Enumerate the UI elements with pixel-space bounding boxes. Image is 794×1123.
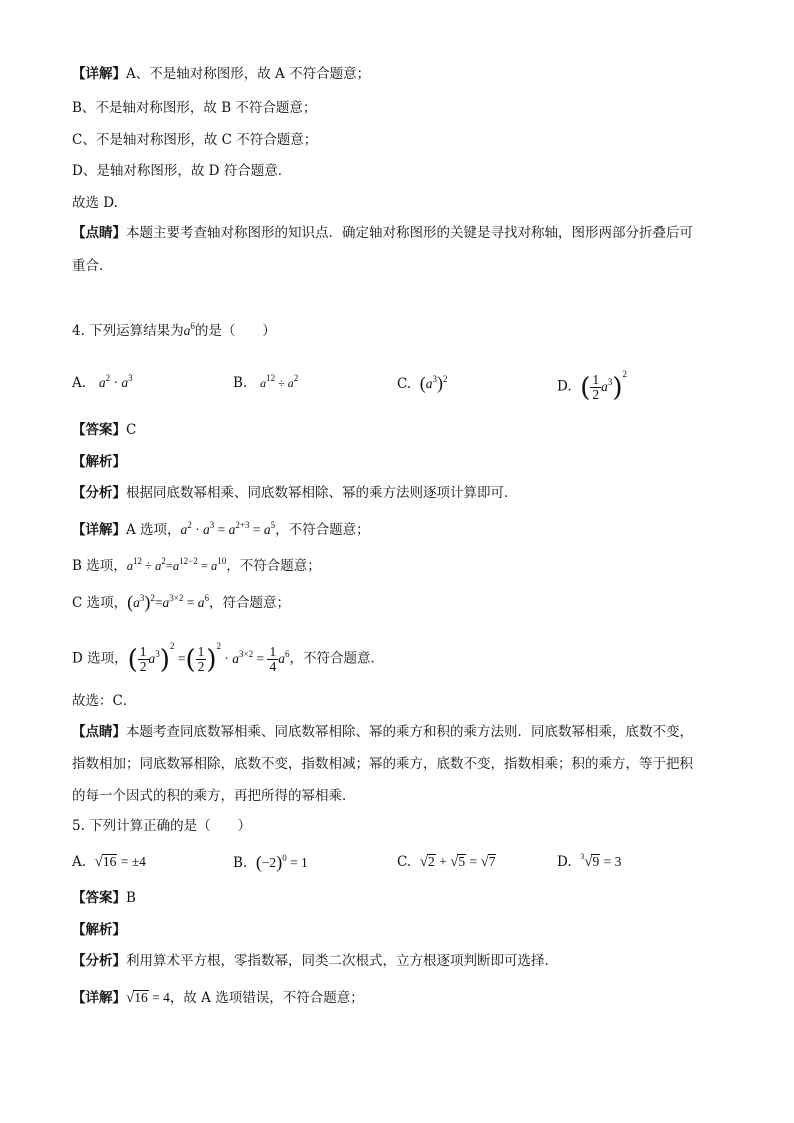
text: A 选项， [126,522,181,538]
q3-detail-c: C、不是轴对称图形，故 C 不符合题意； [72,132,318,148]
q4-answer [72,420,136,440]
q3-detail-d: D、是轴对称图形，故 D 符合题意． [72,163,292,179]
answer-value: C [126,422,137,438]
math-a6: $a^6$ [183,321,195,338]
math: $a^2 \cdot a^3 = a^{2+3} = a^5$ [180,520,276,537]
q3-comment-1 [72,223,693,243]
analysis-tag: 【解析】 [72,922,126,938]
analyze-tag: 【分析】 [72,953,126,969]
option-math: $(a^3)^2$ [419,373,448,393]
q4-detail-c [72,592,290,613]
comment-tag: 【点睛】 [72,724,126,740]
q3-comment-2: 重合． [72,258,113,274]
stem-prefix: 4. 下列运算结果为 [72,323,184,339]
q5-option-b [233,852,308,873]
q4-comment-1 [72,722,693,742]
option-label: B. [233,375,248,391]
q4-choice: 故选：C． [72,693,137,709]
q4-stem [72,321,276,341]
answer-value: B [126,890,136,906]
text: ，故 A 选项错误，不符合题意； [169,990,364,1006]
detail-tag: 【详解】 [72,66,126,82]
q4-option-d [557,368,628,403]
answer-tag: 【答案】 [72,890,126,906]
q4-detail-a [72,520,370,540]
q4-detail-d [72,640,384,675]
math: √16 = 4 [126,990,170,1006]
q5-analyze [72,951,558,971]
math: $(a^3)^2=a^{3\times 2} = a^6$ [127,592,209,612]
q3-choice: 故选 D. [72,195,118,211]
option-label: A. [72,375,87,391]
text: B 选项， [72,558,127,574]
q4-comment-2: 指数相加；同底数幂相除，底数不变，指数相减；幂的乘方，底数不变，指数相乘；积的乘方，等于把积 [72,756,693,772]
q5-answer [72,888,136,908]
detail-tag: 【详解】 [72,990,126,1006]
option-math: $a^{12} \div a^2$ [260,373,299,390]
option-math: √2 + √5 = √7 [419,854,496,870]
q3-detail-b: B、不是轴对称图形，故 B 不符合题意； [72,100,317,116]
analysis-tag: 【解析】 [72,454,126,470]
math: ( $\frac{1}{2}$ $a^3)^2$ =( $\frac{1}{2}$ )$^2 \cdot a^{3\times 2}$ = $\frac{1}{4}$ $a^6$ [127,640,290,675]
text: 利用算术平方根，零指数幂，同类二次根式，立方根逐项判断即可选择． [126,953,558,969]
math: $a^{12} \div a^2=a^{12-2} = a^{10}$ [126,556,227,573]
q5-stem: 5. 下列计算正确的是（ ） [72,818,252,834]
q5-option-a [72,852,146,872]
q3-detail-a [72,64,370,84]
analyze-tag: 【分析】 [72,485,126,501]
option-label: C. [397,376,412,392]
comment-tag: 【点睛】 [72,225,126,241]
q4-analysis [72,452,126,472]
q4-option-a [72,373,133,393]
q4-option-c [397,373,447,394]
text: A、不是轴对称图形，故 A 不符合题意； [126,66,371,82]
detail-tag: 【详解】 [72,522,126,538]
option-math: √16 = ±4 [94,854,146,870]
text: D 选项， [72,650,128,667]
answer-tag: 【答案】 [72,422,126,438]
stem-suffix: 的是（ ） [194,323,276,339]
text: ，不符合题意； [226,558,321,574]
q4-analyze [72,483,518,503]
option-math: $a^2 \cdot a^3$ [98,373,133,390]
option-label: A. [72,854,87,870]
text: 本题主要考查轴对称图形的知识点．确定轴对称图形的关键是寻找对称轴，图形两部分折叠后可 [126,225,693,241]
option-math: $(-2)^0 = 1$ [255,852,308,872]
option-label: C. [397,854,412,870]
q4-comment-3: 的每一个因式的积的乘方，再把所得的幂相乘． [72,788,356,804]
option-label: D. [557,854,572,870]
option-label: B. [233,855,248,871]
option-math: ( $\frac{1}{2}$ $a^3)^2$ [580,368,628,403]
text: C 选项， [72,595,128,611]
q5-detail-a [72,988,364,1008]
text: ，不符合题意； [275,522,370,538]
option-label: D. [557,378,572,395]
q4-option-b [233,373,298,393]
q5-analysis [72,920,126,940]
text: 本题考查同底数幂相乘、同底数幂相除、幂的乘方和积的乘方法则．同底数幂相乘，底数不变， [126,724,693,740]
q5-option-c [397,852,496,872]
q4-detail-b [72,556,321,576]
text: ，符合题意； [208,595,290,611]
option-math: $^3$√9 = 3 [580,852,622,870]
text: 根据同底数幂相乘、同底数幂相除、幂的乘方法则逐项计算即可． [126,485,518,501]
q5-option-d [557,852,621,872]
text: ，不符合题意． [289,650,384,667]
